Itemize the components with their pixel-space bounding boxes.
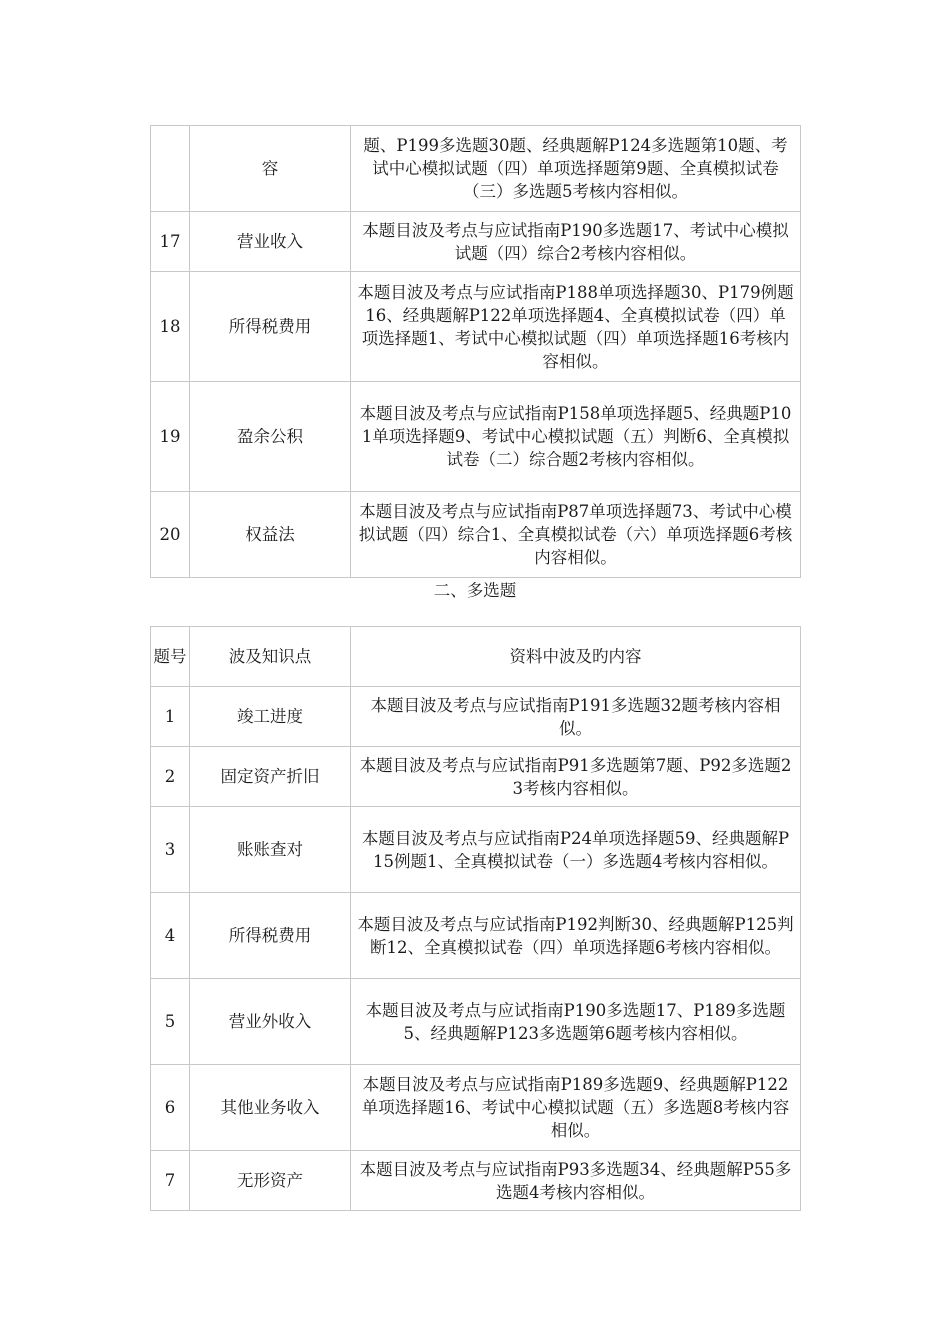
content-description: 本题目波及考点与应试指南P191多选题32题考核内容相似。 [351, 687, 801, 747]
question-number: 5 [151, 979, 190, 1065]
content-description: 本题目波及考点与应试指南P87单项选择题73、考试中心模拟试题（四）综合1、全真模拟试卷（六）单项选择题6考核内容相似。 [351, 492, 801, 578]
knowledge-point: 账账查对 [190, 807, 351, 893]
table-header-row [151, 627, 801, 687]
table-row [151, 893, 801, 979]
content-description: 本题目波及考点与应试指南P158单项选择题5、经典题P101单项选择题9、考试中心模拟试题（五）判断6、全真模拟试卷（二）综合题2考核内容相似。 [351, 382, 801, 492]
question-number: 3 [151, 807, 190, 893]
question-number: 6 [151, 1065, 190, 1151]
table-row [151, 1065, 801, 1151]
knowledge-point: 所得税费用 [190, 272, 351, 382]
table-row [151, 492, 801, 578]
table-row [151, 979, 801, 1065]
question-number: 19 [151, 382, 190, 492]
content-description: 本题目波及考点与应试指南P190多选题17、P189多选题5、经典题解P123多选题第6题考核内容相似。 [351, 979, 801, 1065]
header-question-number: 题号 [151, 627, 190, 687]
content-description: 本题目波及考点与应试指南P91多选题第7题、P92多选题23考核内容相似。 [351, 747, 801, 807]
knowledge-point: 其他业务收入 [190, 1065, 351, 1151]
knowledge-point: 竣工进度 [190, 687, 351, 747]
content-description: 本题目波及考点与应试指南P24单项选择题59、经典题解P15例题1、全真模拟试卷（一）多选题4考核内容相似。 [351, 807, 801, 893]
question-number: 7 [151, 1151, 190, 1211]
question-number: 1 [151, 687, 190, 747]
knowledge-point: 营业外收入 [190, 979, 351, 1065]
question-number: 18 [151, 272, 190, 382]
content-description: 题、P199多选题30题、经典题解P124多选题第10题、考试中心模拟试题（四）单项选择题第9题、全真模拟试卷（三）多选题5考核内容相似。 [351, 126, 801, 212]
multiple-choice-knowledge-table [150, 626, 801, 1211]
knowledge-point: 无形资产 [190, 1151, 351, 1211]
content-description: 本题目波及考点与应试指南P192判断30、经典题解P125判断12、全真模拟试卷（四）单项选择题6考核内容相似。 [351, 893, 801, 979]
table-row [151, 382, 801, 492]
question-number [151, 126, 190, 212]
table-row [151, 747, 801, 807]
content-description: 本题目波及考点与应试指南P189多选题9、经典题解P122单项选择题16、考试中心模拟试题（五）多选题8考核内容相似。 [351, 1065, 801, 1151]
header-content: 资料中波及旳内容 [351, 627, 801, 687]
table-row [151, 272, 801, 382]
content-description: 本题目波及考点与应试指南P190多选题17、考试中心模拟试题（四）综合2考核内容相似。 [351, 212, 801, 272]
question-number: 20 [151, 492, 190, 578]
knowledge-point: 所得税费用 [190, 893, 351, 979]
continued-knowledge-table [150, 125, 801, 578]
knowledge-point: 营业收入 [190, 212, 351, 272]
knowledge-point: 权益法 [190, 492, 351, 578]
question-number: 17 [151, 212, 190, 272]
knowledge-point: 固定资产折旧 [190, 747, 351, 807]
table-row [151, 807, 801, 893]
section-heading: 二、多选题 [433, 581, 517, 600]
knowledge-point: 盈余公积 [190, 382, 351, 492]
content-description: 本题目波及考点与应试指南P188单项选择题30、P179例题16、经典题解P122单项选择题4、全真模拟试卷（四）单项选择题1、考试中心模拟试题（四）单项选择题16考核内容相似。 [351, 272, 801, 382]
table-row [151, 212, 801, 272]
question-number: 2 [151, 747, 190, 807]
knowledge-point: 容 [190, 126, 351, 212]
header-knowledge-point: 波及知识点 [190, 627, 351, 687]
table-row [151, 126, 801, 212]
question-number: 4 [151, 893, 190, 979]
table-row [151, 1151, 801, 1211]
content-description: 本题目波及考点与应试指南P93多选题34、经典题解P55多选题4考核内容相似。 [351, 1151, 801, 1211]
table-row [151, 687, 801, 747]
